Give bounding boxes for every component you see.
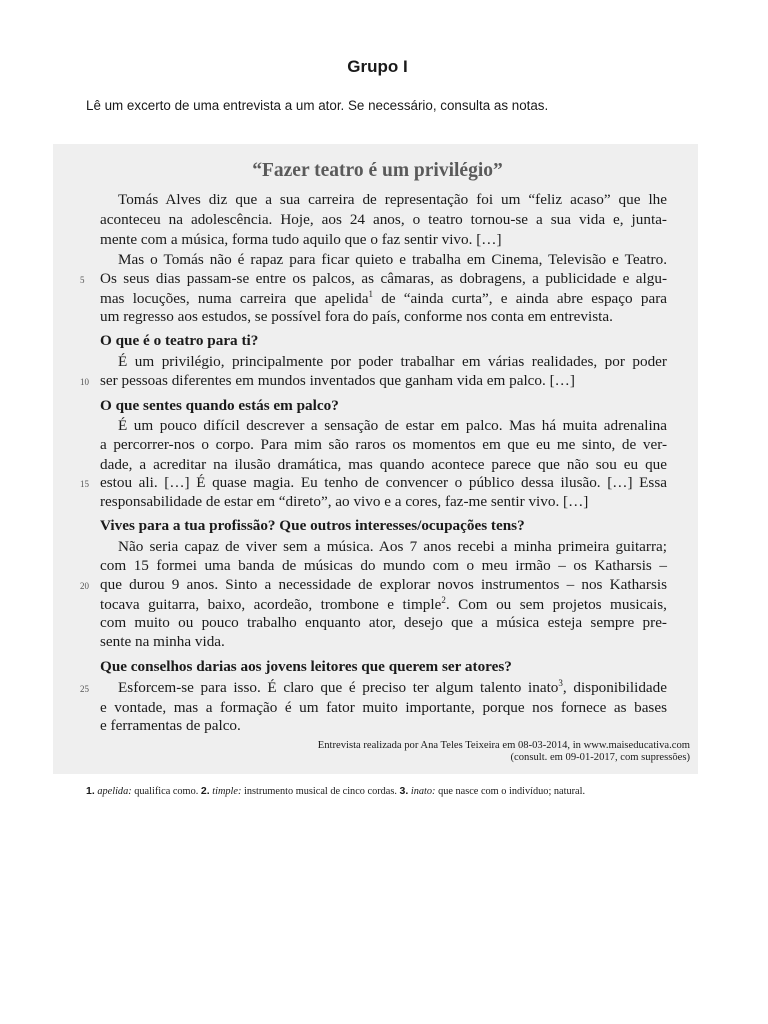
footnote-ref: 3 (558, 677, 563, 688)
line-number: 5 (80, 275, 85, 285)
interview-question: Vives para a tua profissão? Que outros interesses/ocupações tens? (100, 517, 525, 534)
footnote-definition: que nasce com o indivíduo; natural. (438, 786, 586, 797)
footnote-number: 2. (200, 785, 210, 797)
interview-line: com muito ou pouco trabalho enquanto ator, desejo que a música esteja sempre pre- (100, 614, 667, 631)
interview-line: com 15 formei uma banda de músicas do mundo com o meu irmão – os Katharsis – (100, 557, 667, 574)
footnote-ref: 1 (368, 288, 373, 299)
interview-line: e vontade, mas a formação é um fator muito importante, porque nos fornece as bases (100, 699, 667, 716)
footnote-term: inato: (410, 786, 436, 797)
interview-line: Mas o Tomás não é rapaz para ficar quieto e trabalha em Cinema, Televisão e Teatro. (118, 251, 667, 268)
interview-line: dade, a acreditar na ilusão dramática, mas quando acontece parece que não sou eu que (100, 456, 667, 473)
interview-line: Esforcem-se para isso. É claro que é preciso ter algum talento inato$^3$, disponibilidade (118, 677, 667, 696)
interview-line: mas locuções, numa carreira que apelida$^1$ de “ainda curta”, e ainda abre espaço para (100, 288, 667, 307)
interview-line: sente na minha vida. (100, 633, 225, 650)
interview-question: O que sentes quando estás em palco? (100, 397, 339, 414)
source-credit-line-2: (consult. em 09-01-2017, com supressões) (510, 752, 690, 763)
interview-line: mente com a música, forma tudo aquilo que o faz sentir vivo. […] (100, 231, 502, 248)
footnote-term: apelida: (97, 786, 132, 797)
footnotes (86, 785, 585, 797)
footnote-definition: instrumento musical de cinco cordas. (243, 786, 397, 797)
footnote-number: 3. (399, 785, 409, 797)
footnote-definition: qualifica como. (134, 786, 199, 797)
interview-line: Tomás Alves diz que a sua carreira de representação foi um “feliz acaso” que lhe (118, 191, 667, 208)
footnote-term: timple: (212, 786, 242, 797)
interview-line: É um pouco difícil descrever a sensação de estar em palco. Mas há muita adrenalina (118, 417, 667, 434)
interview-line: Os seus dias passam-se entre os palcos, as câmaras, as dobragens, a publicidade e algu- (100, 270, 667, 287)
interview-line: um regresso aos estudos, se possível fora do país, conforme nos conta em entrevista. (100, 308, 613, 325)
article-title: “Fazer teatro é um privilégio” (252, 160, 503, 181)
interview-question: O que é o teatro para ti? (100, 332, 259, 349)
line-number: 15 (80, 479, 89, 489)
line-number: 25 (80, 684, 89, 694)
interview-line: e ferramentas de palco. (100, 717, 241, 734)
interview-line: ser pessoas diferentes em mundos inventados que ganham vida em palco. […] (100, 372, 575, 389)
instruction-text: Lê um excerto de uma entrevista a um ator. Se necessário, consulta as notas. (86, 98, 549, 113)
interview-line: a percorrer-nos o corpo. Para mim são raros os momentos em que eu me sinto, de ver- (100, 436, 667, 453)
interview-question: Que conselhos darias aos jovens leitores que querem ser atores? (100, 658, 512, 675)
interview-line: Não seria capaz de viver sem a música. Aos 7 anos recebi a minha primeira guitarra; (118, 538, 667, 555)
interview-line: aconteceu na adolescência. Hoje, aos 24 anos, o teatro tornou-se a sua vida e, junta- (100, 211, 667, 228)
interview-line: tocava guitarra, baixo, acordeão, trombone e timple$^2$. Com ou sem projetos musicais, (100, 594, 667, 613)
line-number: 10 (80, 377, 89, 387)
interview-line: que durou 9 anos. Sinto a necessidade de explorar novos instrumentos – nos Katharsis (100, 576, 667, 593)
interview-line: responsabilidade de estar em “direto”, ao vivo e a cores, faz-me sentir vivo. […] (100, 493, 589, 510)
footnote-number: 1. (86, 785, 95, 797)
source-credit-line-1: Entrevista realizada por Ana Teles Teixeira em 08-03-2014, in www.maiseducativa.com (317, 740, 690, 751)
line-number: 20 (80, 581, 89, 591)
interview-line: É um privilégio, principalmente por poder trabalhar em várias realidades, por poder (118, 353, 667, 370)
interview-line: estou ali. […] É quase magia. Eu tenho de convencer o público dessa ilusão. […] Essa (100, 474, 667, 491)
group-title: Grupo I (347, 57, 408, 76)
footnote-ref: 2 (441, 594, 446, 605)
